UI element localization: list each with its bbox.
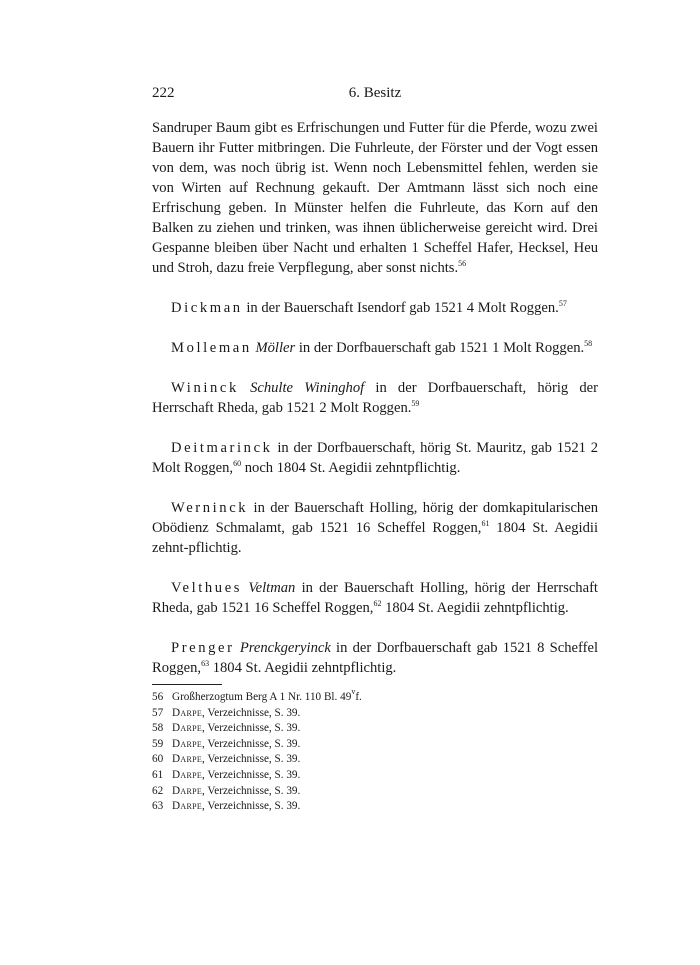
author-name: Darpe [172,784,203,797]
author-name: Darpe [172,737,203,750]
footnote-56: 56 Großherzogtum Berg A 1 Nr. 110 Bl. 49$^v$f. [152,690,598,706]
entry-alias: Veltman [248,580,296,596]
entry-name: Deitmarinck [171,440,273,456]
entry-prenger: Prenger Prenckgeryinck in der Dorfbauerschaft gab 1521 8 Scheffel Roggen,$^{63}$ 1804 St. Aegidii zehntpflichtig. [152,640,598,676]
running-title: 6. Besitz [348,85,402,101]
main-text [152,118,598,678]
footnote-60: 60 Darpe, Verzeichnisse, S. 39. [152,752,598,768]
entry-werninck: Werninck in der Bauerschaft Holling, hörig der domkapitularischen Obödienz Schmalamt, gab 1521 16 Scheffel Roggen,$^{61}$ 1804 St. Aegidii zehnt-pflichtig. [152,500,598,556]
entry-molleman: Molleman Möller in der Dorfbauerschaft gab 1521 1 Molt Roggen.$^{58}$ [171,339,593,356]
footnote-number: 63 [152,800,164,813]
footnote-57: 57 Darpe, Verzeichnisse, S. 39. [152,706,598,722]
entry-alias: Schulte Wininghof [250,380,365,396]
footnotes [152,687,598,815]
entry-name: Werninck [171,500,249,516]
footnote-number: 60 [152,753,164,766]
footnote-58: 58 Darpe, Verzeichnisse, S. 39. [152,721,598,737]
footnote-number: 62 [152,784,164,797]
footnote-ref: 59 [411,399,420,408]
entry-alias: Prenckgeryinck [239,640,331,656]
entry-name: Dickman [171,300,243,316]
entry-dickman: Dickman in der Bauerschaft Isendorf gab 1521 4 Molt Roggen.$^{57}$ [171,299,567,316]
author-name: Darpe [172,753,203,766]
author-name: Darpe [172,706,203,719]
author-name: Darpe [172,722,203,735]
footnote-ref: 63 [201,659,210,668]
entry-velthues: Velthues Veltman in der Bauerschaft Holling, hörig der Herrschaft Rheda, gab 1521 16 Scheffel Roggen,$^{62}$ 1804 St. Aegidii zehntpflichtig. [152,580,598,616]
page-number: 222 [152,85,175,101]
footnote-61: 61 Darpe, Verzeichnisse, S. 39. [152,768,598,784]
entry-name: Wininck [171,380,239,396]
footnote-59: 59 Darpe, Verzeichnisse, S. 39. [152,737,598,753]
entry-wininck: Wininck Schulte Wininghof in der Dorfbauerschaft, hörig der Herrschaft Rheda, gab 1521 2 Molt Roggen.$^{59}$ [152,380,598,416]
paragraph-continuation: Sandruper Baum gibt es Erfrischungen und Futter für die Pferde, wozu zwei Bauern ihr Futter mitbringen. Die Fuhrleute, der Förster und der Vogt essen von dem, was noch übrig ist. Wenn noch Lebensmittel fehlen, werden sie von Wirten auf Rechnung gekauft. Der Amtmann lässt sich noch eine Erfrischung geben. In Münster helfen die Fuhrleute, das Korn auf den Balken zu ziehen und trinken, was ihnen üblicherweise gereicht wird. Drei Gespanne bleiben über Nacht und erhalten 1 Scheffel Hafer, Hecksel, Heu und Stroh, dazu freie Verpflegung, aber sonst nichts.$^{56}$ [152,120,598,276]
footnote-62: 62 Darpe, Verzeichnisse, S. 39. [152,784,598,800]
footnote-63: 63 Darpe, Verzeichnisse, S. 39. [152,799,598,815]
entry-alias: Möller [255,340,296,356]
footnote-number: 59 [152,737,164,750]
footnote-divider [152,684,222,685]
footnote-ref: 60 [233,459,242,468]
footnote-ref: 56 [458,259,467,268]
entry-deitmarinck: Deitmarinck in der Dorfbauerschaft, hörig St. Mauritz, gab 1521 2 Molt Roggen,$^{60}$ noch 1804 St. Aegidii zehntpflichtig. [152,440,598,476]
footnote-number: 61 [152,768,164,781]
footnote-ref: 58 [584,339,593,348]
author-name: Darpe [172,800,203,813]
footnote-number: 56 [152,691,164,703]
footnote-number: 57 [152,706,164,719]
entry-name: Velthues [171,580,243,596]
entry-name: Prenger [171,640,235,656]
author-name: Darpe [172,768,203,781]
footnote-number: 58 [152,722,164,735]
page-header [152,85,598,105]
footnote-ref: 61 [481,519,490,528]
footnote-ref: 62 [373,599,382,608]
entry-name: Molleman [171,340,252,356]
footnote-ref: 57 [558,299,567,308]
